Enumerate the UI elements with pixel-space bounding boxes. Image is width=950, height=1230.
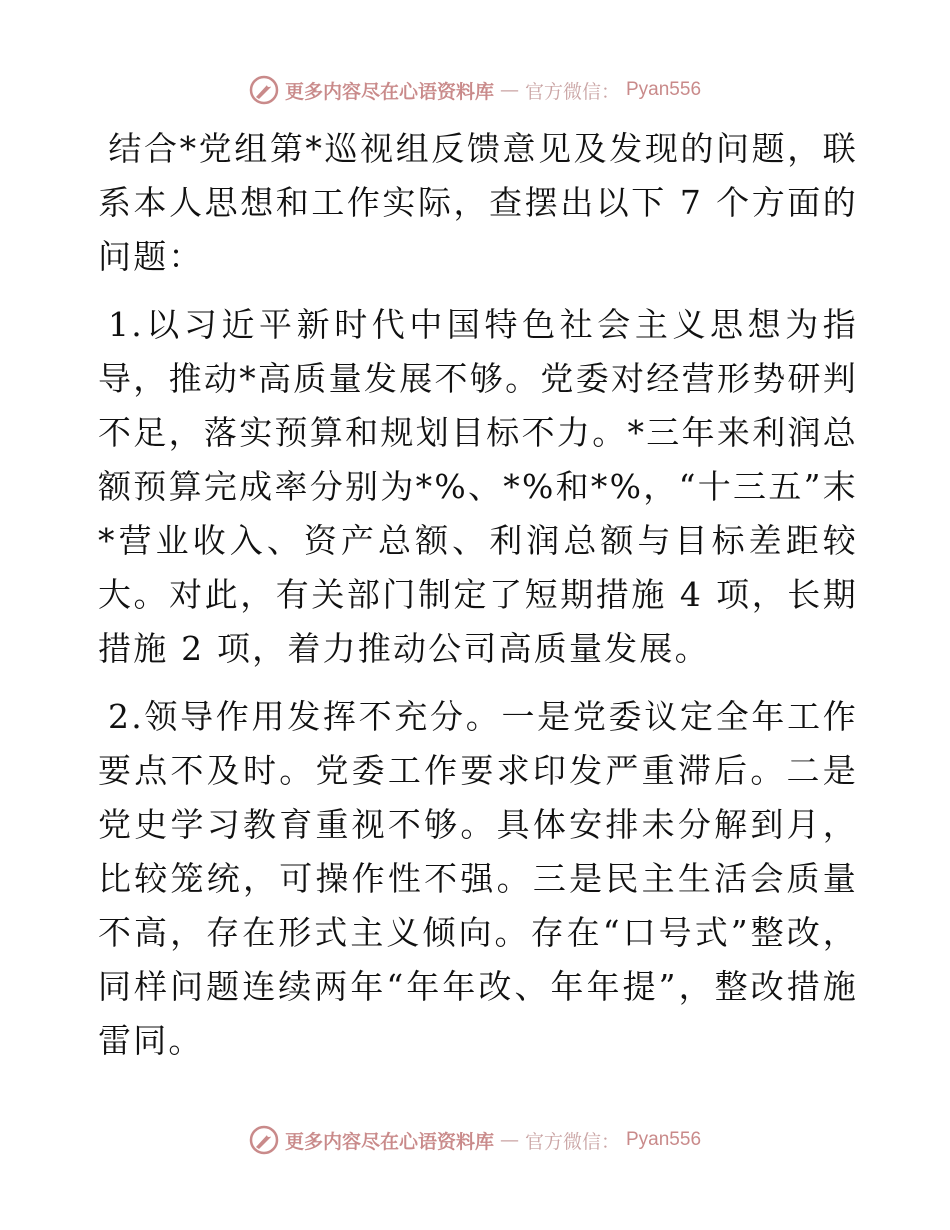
watermark-brand: 更多内容尽在心语资料库 <box>284 1130 494 1153</box>
watermark-separator: — <box>499 1129 519 1151</box>
paragraph-intro <box>98 122 858 284</box>
paragraph-intro-text: 结合*党组第*巡视组反馈意见及发现的问题，联系本人思想和工作实际，查摆出以下 7 个方面的问题： <box>98 129 858 276</box>
paragraph-item-2-text: 2.领导作用发挥不充分。一是党委议定全年工作要点不及时。党委工作要求印发严重滞后。二是党史学习教育重视不够。具体安排未分解到月，比较笼统，可操作性不强。三是民主生活会质量不高，存在形式主义倾向。存在“口号式”整改，同样问题连续两年“年年改、年年提”，整改措施雷同。 <box>98 697 858 1060</box>
watermark-separator: — <box>499 79 519 101</box>
pen-logo-icon <box>249 75 279 105</box>
paragraph-item-1-text: 1.以习近平新时代中国特色社会主义思想为指导，推动*高质量发展不够。党委对经营形势研判不足，落实预算和规划目标不力。*三年来利润总额预算完成率分别为*%、*%和*%，“十三五”末*营业收入、资产总额、利润总额与目标差距较大。对此，有关部门制定了短期措施 4 项，长期措施 2 项，着力推动公司高质量发展。 <box>98 305 858 668</box>
watermark-brand: 更多内容尽在心语资料库 <box>284 80 494 103</box>
watermark-account: Pyan556 <box>626 1129 702 1150</box>
paragraph-item-2 <box>98 690 858 1068</box>
watermark-official: 官方微信： <box>524 80 620 103</box>
document-body <box>98 122 858 1082</box>
header-watermark <box>0 70 950 110</box>
pen-logo-icon <box>249 1125 279 1155</box>
watermark-official: 官方微信： <box>524 1130 620 1153</box>
watermark-account: Pyan556 <box>626 79 702 100</box>
footer-watermark <box>0 1120 950 1160</box>
paragraph-item-1 <box>98 298 858 676</box>
